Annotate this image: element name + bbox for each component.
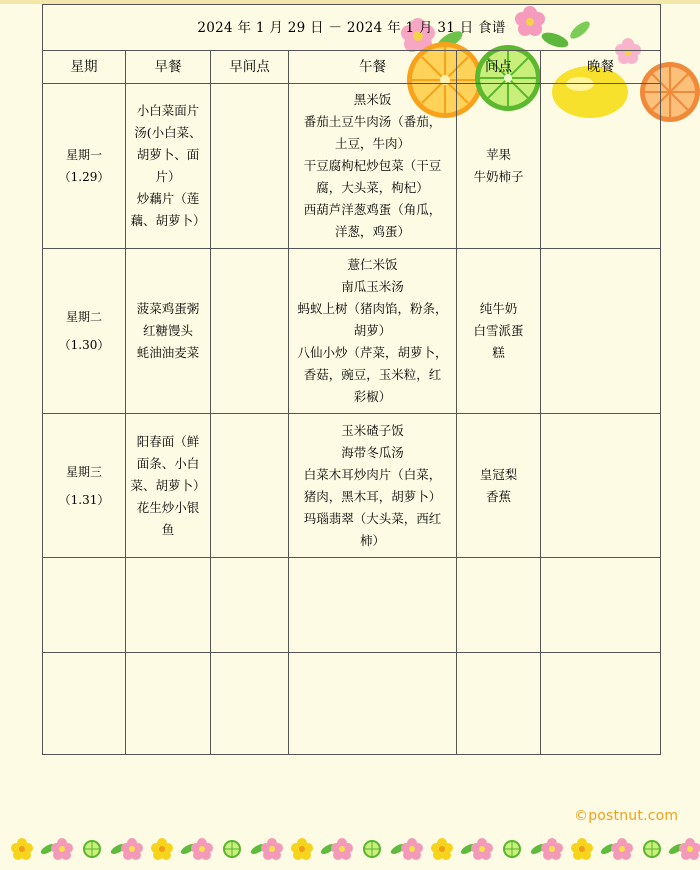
- empty-cell: [289, 653, 457, 755]
- weekday-cell: [43, 249, 126, 414]
- menu-line: 牛奶柿子: [473, 169, 524, 184]
- menu-line: 胡萝）: [353, 323, 392, 338]
- menu-line: 菜、胡萝卜）: [130, 477, 206, 493]
- menu-line: 红糖馒头: [142, 323, 193, 338]
- menu-line: 香蕉: [485, 488, 511, 504]
- weekday-date: （1.30）: [58, 338, 110, 352]
- menu-table: [42, 4, 661, 755]
- title-row: [43, 5, 661, 51]
- snack-cell: [457, 249, 541, 414]
- menu-line: 片）: [155, 169, 181, 184]
- menu-line: 炒藕片（莲: [136, 191, 200, 206]
- table-row: [43, 653, 661, 755]
- menu-line: 面条、小白: [136, 455, 200, 471]
- header-row: [43, 51, 661, 84]
- empty-cell: [211, 653, 289, 755]
- menu-line: 小白菜面片: [136, 103, 200, 118]
- lunch-cell: [289, 249, 457, 414]
- menu-line: 蚝油油麦菜: [136, 345, 200, 360]
- lunch-cell: [289, 414, 457, 558]
- empty-cell: [211, 558, 289, 653]
- watermark: ©postnut.com: [574, 808, 679, 824]
- menu-line: 腐，大头菜，枸杞）: [316, 180, 429, 195]
- menu-line: 白菜木耳炒肉片（白菜，: [303, 466, 442, 482]
- weekday-name: 星期二: [65, 310, 102, 324]
- menu-line: 胡萝卜、面: [136, 147, 200, 162]
- column-header-dinner: 晚餐: [541, 51, 661, 84]
- menu-line: 猪肉，黑木耳，胡萝卜）: [303, 488, 442, 504]
- menu-line: 土豆，牛肉）: [334, 136, 410, 151]
- menu-line: 苹果: [485, 147, 511, 162]
- flower-border-decoration: [0, 832, 700, 866]
- menu-line: 彩椒）: [353, 389, 392, 404]
- column-header-lunch: 午餐: [289, 51, 457, 84]
- empty-cell: [43, 558, 126, 653]
- menu-line: 洋葱，鸡蛋）: [334, 224, 410, 239]
- dinner-cell: [541, 249, 661, 414]
- menu-line: 黑米饭: [353, 92, 392, 107]
- weekday-cell: [43, 84, 126, 249]
- menu-line: 汤(小白菜、: [134, 125, 202, 140]
- empty-cell: [541, 558, 661, 653]
- weekday-date: （1.31）: [58, 492, 110, 507]
- menu-line: 阳春面（鲜: [136, 433, 200, 449]
- menu-line: 干豆腐枸杞炒包菜（干豆: [303, 158, 442, 173]
- column-header-snack: 间点: [457, 51, 541, 84]
- morning-snack-cell: [211, 249, 289, 414]
- breakfast-cell: [126, 84, 211, 249]
- menu-line: 薏仁米饭: [347, 257, 398, 272]
- empty-cell: [457, 653, 541, 755]
- dinner-cell: [541, 414, 661, 558]
- menu-line: 番茄土豆牛肉汤（番茄，: [303, 114, 442, 129]
- weekday-date: （1.29）: [58, 170, 110, 184]
- weekday-cell: [43, 414, 126, 558]
- empty-cell: [126, 653, 211, 755]
- snack-cell: [457, 414, 541, 558]
- menu-line: 蚂蚁上树（猪肉馅，粉条，: [297, 301, 448, 316]
- menu-title: 2024 年 1 月 29 日 － 2024 年 1 月 31 日 食谱: [43, 5, 661, 51]
- snack-cell: [457, 84, 541, 249]
- menu-line: 海带冬瓜汤: [341, 444, 404, 460]
- empty-cell: [126, 558, 211, 653]
- menu-line: 菠菜鸡蛋粥: [136, 301, 200, 316]
- menu-line: 南瓜玉米汤: [341, 279, 404, 294]
- menu-line: 藕、胡萝卜）: [130, 213, 206, 228]
- morning-snack-cell: [211, 414, 289, 558]
- table-row: [43, 558, 661, 653]
- menu-line: 玛瑙翡翠（大头菜，西红: [303, 510, 442, 526]
- menu-line: 西葫芦洋葱鸡蛋（角瓜，: [303, 202, 442, 217]
- menu-line: 八仙小炒（芹菜，胡萝卜，: [297, 345, 448, 360]
- menu-line: 玉米碴子饭: [341, 422, 404, 438]
- empty-cell: [43, 653, 126, 755]
- menu-line: 糕: [492, 345, 505, 360]
- column-header-weekday: 星期: [43, 51, 126, 84]
- column-header-morning-snack: 早间点: [211, 51, 289, 84]
- table-row: [43, 249, 661, 414]
- menu-line: 纯牛奶: [479, 301, 518, 316]
- menu-line: 鱼: [161, 521, 175, 537]
- menu-line: 皇冠梨: [479, 466, 518, 482]
- dinner-cell: [541, 84, 661, 249]
- breakfast-cell: [126, 414, 211, 558]
- empty-cell: [541, 653, 661, 755]
- table-row: [43, 84, 661, 249]
- weekday-name: 星期三: [65, 464, 102, 479]
- table-row: [43, 414, 661, 558]
- column-header-breakfast: 早餐: [126, 51, 211, 84]
- lunch-cell: [289, 84, 457, 249]
- morning-snack-cell: [211, 84, 289, 249]
- weekday-name: 星期一: [65, 148, 102, 162]
- empty-cell: [289, 558, 457, 653]
- menu-line: 花生炒小银: [136, 499, 200, 515]
- menu-line: 柿）: [359, 532, 385, 548]
- menu-line: 白雪派蛋: [473, 323, 524, 338]
- empty-cell: [457, 558, 541, 653]
- breakfast-cell: [126, 249, 211, 414]
- menu-line: 香菇，豌豆，玉米粒，红: [303, 367, 442, 382]
